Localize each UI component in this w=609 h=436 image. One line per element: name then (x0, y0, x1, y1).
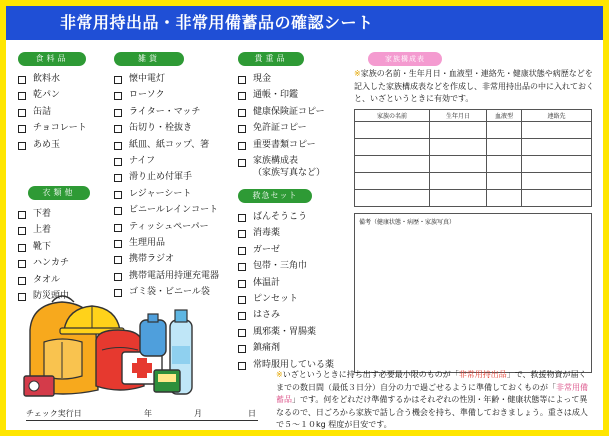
item-label: 免許証コピー (253, 123, 307, 134)
note-text: 」で、救援物資が届くまでの数日間（最低３日分）自分の力で過ごせるように準備しておくものが「 (276, 370, 587, 392)
table-cell[interactable] (355, 156, 430, 173)
checklist-item[interactable] (114, 71, 219, 87)
note-mark: ※ (276, 370, 283, 379)
page-title: 非常用持出品・非常用備蓄品の確認シート (6, 6, 603, 40)
misc-list (114, 71, 219, 300)
checklist-item[interactable] (114, 235, 219, 251)
item-label: 体温計 (253, 277, 281, 288)
item-label: あめ玉 (33, 139, 61, 150)
checklist-item[interactable] (18, 222, 69, 238)
checkbox[interactable] (18, 142, 26, 150)
note-text: いざというときに持ち出す必要最小限のものが「 (282, 370, 459, 379)
item-label: 滑り止め付軍手 (129, 172, 193, 183)
column-header: 連絡先 (522, 110, 592, 122)
checklist-item[interactable] (238, 324, 334, 340)
checkbox[interactable] (238, 142, 246, 150)
item-label: ビニールレインコート (129, 205, 219, 216)
checkbox[interactable] (114, 191, 122, 199)
family-table-note (354, 68, 594, 106)
item-label: ハンカチ (33, 258, 70, 269)
checklist-item[interactable] (238, 307, 334, 323)
item-label: 防災頭巾 (33, 290, 70, 301)
checkbox[interactable] (18, 211, 26, 219)
checklist-item[interactable] (18, 71, 87, 87)
checkbox[interactable] (114, 92, 122, 100)
section-label-family-table: 家族構成表 (368, 52, 442, 66)
check-date-year-label: 年 (144, 409, 152, 418)
checkbox[interactable] (238, 76, 246, 84)
checkbox[interactable] (114, 273, 122, 281)
table-cell[interactable] (355, 122, 430, 139)
checklist-item[interactable] (238, 87, 325, 103)
checkbox[interactable] (18, 227, 26, 235)
table-cell[interactable] (355, 139, 430, 156)
checklist-item[interactable] (18, 87, 87, 103)
column-header: 家族の名前 (355, 110, 430, 122)
table-cell[interactable] (522, 190, 592, 207)
checkbox[interactable] (238, 109, 246, 117)
checklist-item[interactable] (18, 239, 69, 255)
item-label: 重要書類コピー (253, 139, 316, 150)
section-label-clothing: 衣類他 (28, 186, 90, 200)
item-label: 包帯・三角巾 (253, 261, 308, 272)
checkbox[interactable] (114, 125, 122, 133)
checkbox[interactable] (238, 92, 246, 100)
item-label: 缶詰 (33, 106, 52, 117)
checkbox[interactable] (18, 125, 26, 133)
term-emergency-carry: 非常用持出品 (458, 370, 507, 379)
item-label: はさみ (253, 310, 281, 321)
item-label: 紙皿、紙コップ、箸 (129, 139, 210, 150)
column-header: 血液型 (487, 110, 522, 122)
term-emergency-stock: 非常用備蓄品 (276, 382, 588, 404)
section-label-valuables: 貴重品 (238, 52, 304, 66)
item-label: チョコレート (33, 123, 87, 134)
checkbox[interactable] (114, 174, 122, 182)
item-label: 上着 (33, 225, 52, 236)
item-label: タオル (33, 274, 61, 285)
table-cell[interactable] (487, 190, 522, 207)
note-text: 家族の名前・生年月日・血液型・連絡先・健康状態や病歴などを記入した家族構成表などを作成し、非常用持出品の中に入れておくと、いざというときに有効です。 (354, 69, 594, 103)
section-label-misc: 雑貨 (114, 52, 184, 66)
valuables-list (238, 71, 325, 181)
checklist-item[interactable] (114, 87, 219, 103)
table-row (355, 122, 592, 139)
item-label: 携帯電話用持運充電器 (129, 270, 220, 281)
item-label: 常時服用している薬 (253, 359, 335, 370)
checkbox[interactable] (238, 296, 246, 304)
checkbox[interactable] (238, 312, 246, 320)
checklist-item[interactable] (18, 104, 87, 120)
table-cell[interactable] (522, 139, 592, 156)
checkbox[interactable] (114, 207, 122, 215)
checklist-item[interactable] (114, 120, 219, 136)
checkbox[interactable] (114, 109, 122, 117)
checklist-item[interactable] (18, 272, 69, 288)
family-table-body (355, 122, 592, 207)
item-label: 下着 (33, 209, 52, 219)
checkbox[interactable] (18, 76, 26, 84)
checklist-item[interactable] (114, 251, 219, 267)
checkbox[interactable] (238, 159, 246, 167)
section-label-food: 食料品 (18, 52, 86, 66)
checklist-item[interactable] (238, 71, 325, 87)
item-label: ガーゼ (253, 244, 280, 255)
item-label: 缶切り・栓抜き (129, 123, 193, 134)
memo-box[interactable] (354, 213, 592, 373)
bottom-note (276, 369, 594, 432)
item-label: 通帳・印鑑 (253, 90, 299, 101)
checkbox[interactable] (18, 277, 26, 285)
check-date-field[interactable] (26, 420, 258, 421)
item-label: 飲料水 (33, 74, 61, 84)
item-label: ナイフ (129, 155, 156, 166)
item-label: 生理用品 (129, 237, 166, 248)
table-cell[interactable] (430, 173, 487, 190)
checklist-item[interactable] (114, 219, 219, 235)
checkbox[interactable] (114, 158, 122, 166)
checklist-item[interactable] (238, 153, 325, 181)
checkbox[interactable] (114, 256, 122, 264)
checklist-item[interactable] (238, 275, 334, 291)
emergency-kit-illustration (22, 290, 212, 402)
checkbox[interactable] (114, 76, 122, 84)
checklist-item[interactable] (18, 255, 69, 271)
checklist-item[interactable] (238, 258, 334, 274)
item-label: 懐中電灯 (129, 74, 166, 84)
checkbox[interactable] (18, 109, 26, 117)
checkbox[interactable] (238, 125, 246, 133)
section-label-firstaid: 救急セット (238, 189, 312, 203)
checklist-item[interactable] (114, 153, 219, 169)
checkbox[interactable] (238, 247, 246, 255)
note-mark: ※ (354, 69, 361, 78)
table-cell[interactable] (522, 173, 592, 190)
checklist-item[interactable] (238, 137, 325, 153)
table-cell[interactable] (430, 139, 487, 156)
item-label: ティッシュペーパー (129, 221, 209, 232)
table-cell[interactable] (355, 173, 430, 190)
column-header: 生年月日 (430, 110, 487, 122)
checkbox[interactable] (238, 280, 246, 288)
checklist-item[interactable] (238, 340, 334, 356)
checklist-sheet (6, 6, 603, 430)
check-date-day-label: 日 (248, 409, 256, 418)
table-cell[interactable] (522, 122, 592, 139)
checklist-item[interactable] (114, 268, 219, 284)
checkbox[interactable] (18, 92, 26, 100)
checkbox[interactable] (238, 345, 246, 353)
table-cell[interactable] (430, 156, 487, 173)
note-text: 」です。何をどれだけ準備するかはそれぞれの性別・年齢・健康状態等によって異なるので、日ごろから家族で話し合う機会を持ち、準備しておきましょう。重さは成人で５～１０kg 程度が目安です。 (276, 395, 588, 429)
check-date-month-label: 月 (194, 409, 202, 418)
item-label: 現金 (253, 74, 272, 84)
table-row (355, 173, 592, 190)
flashlight-icon (154, 370, 180, 392)
item-label: ばんそうこう (253, 212, 308, 222)
checklist-item[interactable] (18, 120, 87, 136)
item-label: 乾パン (33, 90, 61, 101)
checkbox[interactable] (18, 244, 26, 252)
table-row (355, 156, 592, 173)
checkbox[interactable] (114, 240, 122, 248)
item-label: 靴下 (33, 241, 52, 252)
checkbox[interactable] (238, 263, 246, 271)
item-label: 家族構成表 (253, 155, 299, 166)
item-label: ピンセット (253, 293, 299, 304)
item-label: ゴミ袋・ビニール袋 (129, 287, 210, 298)
checkbox[interactable] (238, 230, 246, 238)
checkbox[interactable] (18, 260, 26, 268)
checklist-item[interactable] (238, 104, 325, 120)
checklist-item[interactable] (18, 137, 87, 153)
checklist-item[interactable] (114, 202, 219, 218)
table-cell[interactable] (487, 156, 522, 173)
family-table (354, 109, 592, 207)
table-row (355, 139, 592, 156)
item-sublabel: （家族写真など） (253, 167, 326, 178)
checklist-item[interactable] (238, 291, 334, 307)
checkbox[interactable] (238, 329, 246, 337)
checklist-item[interactable] (114, 186, 219, 202)
table-row (355, 190, 592, 207)
radio-icon (24, 376, 54, 396)
checklist-item[interactable] (238, 120, 325, 136)
table-cell[interactable] (487, 122, 522, 139)
item-label: 携帯ラジオ (129, 254, 175, 265)
checklist-item[interactable] (114, 169, 219, 185)
item-label: 健康保険証コピー (253, 106, 325, 117)
checkbox[interactable] (114, 142, 122, 150)
table-cell[interactable] (487, 139, 522, 156)
table-cell[interactable] (430, 122, 487, 139)
check-date-label: チェック実行日 (26, 409, 82, 418)
item-label: 消毒薬 (253, 228, 281, 239)
checklist-item[interactable] (238, 242, 334, 258)
checklist-item[interactable] (18, 206, 69, 222)
checklist-item[interactable] (114, 104, 219, 120)
memo-label: 備考（健康状態・病歴・家族写真） (359, 219, 456, 226)
item-label: ローソク (129, 90, 165, 101)
item-label: 鎮痛剤 (253, 343, 281, 354)
checkbox[interactable] (114, 224, 122, 232)
canteen-icon (140, 314, 166, 356)
table-cell[interactable] (522, 156, 592, 173)
checkbox[interactable] (238, 362, 246, 370)
table-cell[interactable] (487, 173, 522, 190)
firstaid-list (238, 209, 334, 373)
table-cell[interactable] (355, 190, 430, 207)
checkbox[interactable] (238, 214, 246, 222)
food-list (18, 71, 87, 153)
item-label: レジャーシート (129, 188, 192, 199)
checklist-item[interactable] (114, 137, 219, 153)
item-label: ライター・マッチ (129, 106, 201, 117)
checklist-item[interactable] (238, 209, 334, 225)
checklist-item[interactable] (238, 225, 334, 241)
table-cell[interactable] (430, 190, 487, 207)
item-label: 風邪薬・胃腸薬 (253, 326, 317, 337)
